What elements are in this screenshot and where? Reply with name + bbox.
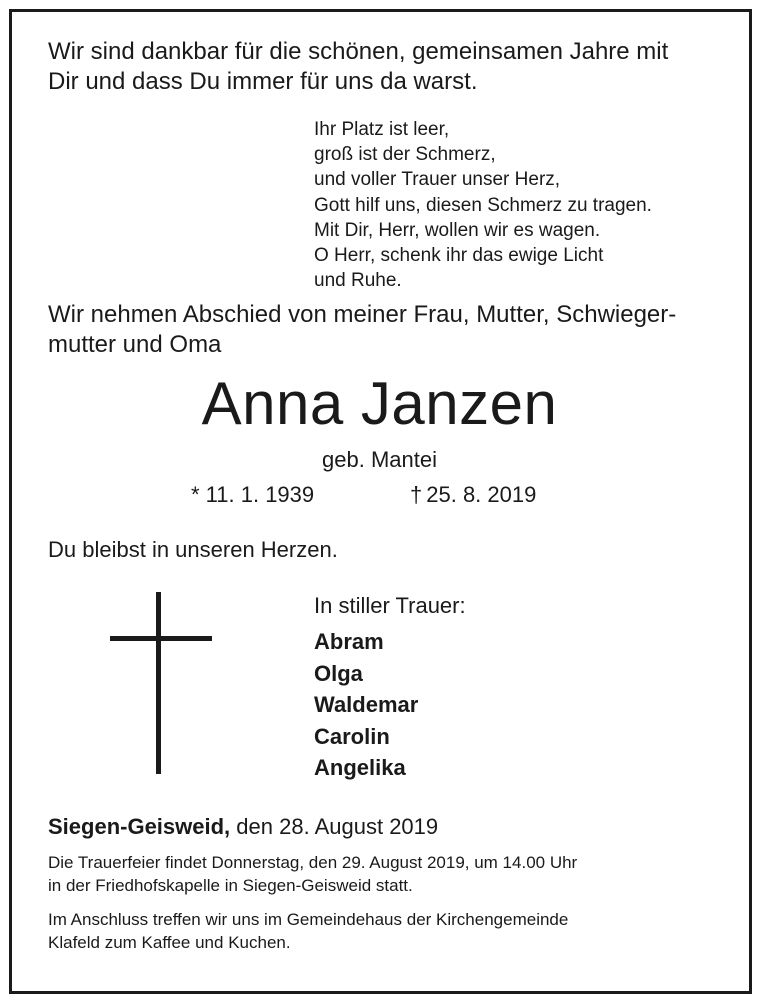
date: den 28. August 2019 [236, 814, 439, 839]
farewell-line: mutter und Oma [48, 331, 222, 358]
farewell-text [48, 300, 676, 360]
birth-date: * 11. 1. 1939 [191, 482, 315, 507]
mourner-name: Abram [314, 629, 384, 654]
mourning-label: In stiller Trauer: [314, 593, 466, 618]
cross-horizontal-bar [110, 636, 212, 641]
maiden-name: geb. Mantei [322, 447, 437, 472]
poem-line: Mit Dir, Herr, wollen wir es wagen. [314, 219, 601, 241]
reception-line: Klafeld zum Kaffee und Kuchen. [48, 933, 291, 952]
mourner-name: Angelika [314, 755, 406, 780]
intro-text [48, 37, 668, 97]
place-and-date [48, 813, 438, 841]
death-date [410, 481, 536, 509]
poem-line: groß ist der Schmerz, [314, 144, 496, 166]
poem-line: und Ruhe. [314, 270, 402, 292]
mourner-name: Olga [314, 660, 363, 686]
poem-line: Gott hilf uns, diesen Schmerz zu tragen. [314, 194, 652, 216]
poem [314, 117, 652, 293]
mourners-list [314, 626, 418, 784]
mourner-name: Waldemar [314, 692, 419, 717]
mourner-name: Carolin [314, 723, 390, 749]
reception-line: Im Anschluss treffen wir uns im Gemeindehaus der Kirchengemeinde [48, 910, 569, 929]
motto: Du bleibst in unseren Herzen. [48, 537, 338, 562]
poem-line: O Herr, schenk ihr das ewige Licht [314, 245, 604, 267]
ceremony-line: in der Friedhofskapelle in Siegen-Geisweid statt. [48, 876, 413, 895]
intro-line: Wir sind dankbar für die schönen, gemeinsamen Jahre mit [48, 38, 669, 65]
reception-notice [48, 908, 568, 954]
ceremony-line: Die Trauerfeier findet Donnerstag, den 29. August 2019, um 14.00 Uhr [48, 853, 578, 872]
place: Siegen-Geisweid, [48, 814, 231, 839]
cross-vertical-bar [156, 592, 161, 774]
death-date-value: 25. 8. 2019 [426, 482, 537, 507]
ceremony-notice [48, 851, 577, 897]
dagger-icon: † [410, 482, 423, 507]
farewell-line: Wir nehmen Abschied von meiner Frau, Mutter, Schwieger- [48, 301, 677, 328]
deceased-name: Anna Janzen [201, 370, 558, 437]
poem-line: und voller Trauer unser Herz, [314, 169, 561, 191]
poem-line: Ihr Platz ist leer, [314, 119, 450, 140]
intro-line: Dir und dass Du immer für uns da warst. [48, 68, 478, 95]
